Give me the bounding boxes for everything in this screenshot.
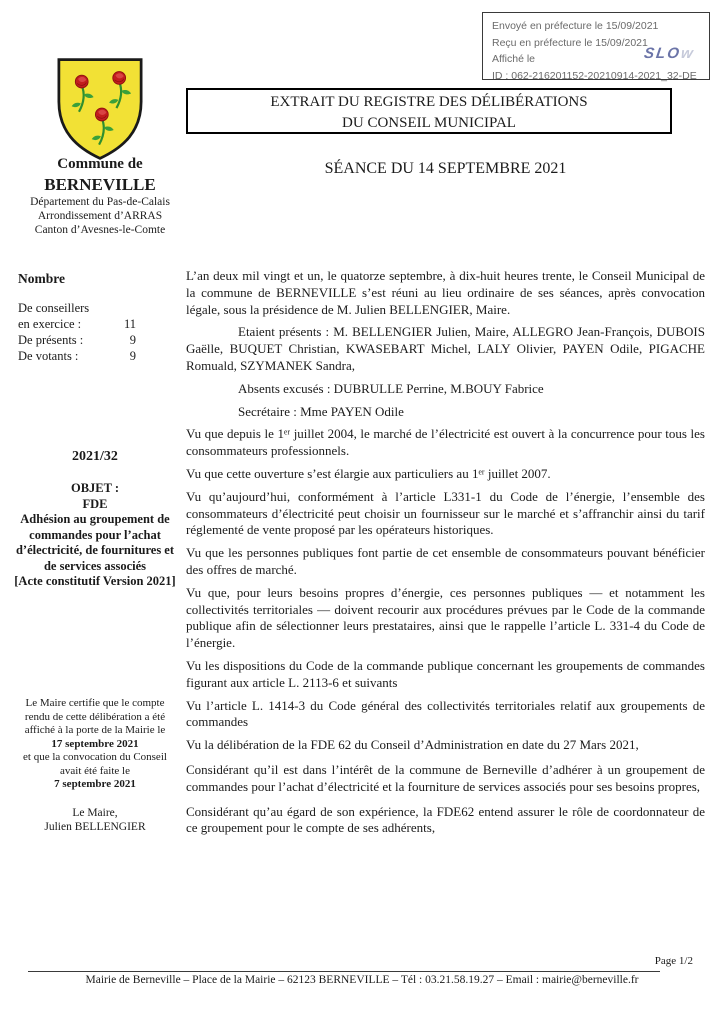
exercice-row [18, 316, 136, 332]
stamp-received-line: Reçu en préfecture le 15/09/2021 [492, 36, 648, 49]
convocation-date: 7 septembre 2021 [54, 778, 136, 790]
body-paragraph: Vu l’article L. 1414-3 du Code général des collectivités territoriales relatif aux groupements de commandes [186, 697, 705, 730]
body-paragraph: Vu que cette ouverture s’est élargie aux particuliers au 1ᵉʳ juillet 2007. [186, 465, 551, 481]
extract-title-box [186, 88, 672, 134]
certification-block [12, 697, 178, 792]
signature-name: Julien BELLENGIER [44, 821, 146, 833]
votants-label: De votants : [18, 349, 79, 363]
coat-of-arms-icon [52, 56, 148, 162]
deliberation-number: 2021/32 [72, 449, 118, 464]
seance-title: SÉANCE DU 14 SEPTEMBRE 2021 [324, 160, 567, 177]
body-paragraph: Vu que, pour leurs besoins propres d’énergie, ces personnes publiques — et notamment les collectivités territoriales — doivent recourir aux procédures prévues par le Code de la commande publique afin de sélectionner leurs prestataires, ainsi que le rappelle l’article L. 331-4 du Code de l’énergie. [186, 584, 705, 651]
page-number: Page 1/2 [654, 955, 693, 967]
presents-value: 9 [129, 333, 136, 347]
footer-rule [28, 971, 660, 972]
objet-block [12, 481, 178, 590]
presents-label: De présents : [18, 333, 84, 347]
nombre-block [18, 271, 148, 364]
arrondissement-line: Arrondissement d’ARRAS [37, 210, 163, 222]
body-paragraph: Vu la délibération de la FDE 62 du Conseil d’Administration en date du 27 Mars 2021, [186, 737, 639, 753]
mayor-signature [12, 806, 178, 834]
stamp-posted-line: Affiché le [492, 53, 535, 65]
body-paragraph: L’an deux mil vingt et un, le quatorze septembre, à dix-huit heures trente, le Conseil Municipal de la commune de BERNEVILLE s’est réuni au lieu ordinaire de ses séances, après convocation légale, sous la présidence de M. Julien BELLENGIER, Maire. [186, 268, 705, 317]
body-paragraph: Vu les dispositions du Code de la commande publique concernant les groupements de commandes figurant aux article L. 2113-6 et suivants [186, 657, 705, 690]
canton-line: Canton d’Avesnes-le-Comte [34, 224, 166, 236]
body-paragraph: Vu que les personnes publiques font partie de cet ensemble de consommateurs pouvant bénéficier des offres de marché. [186, 545, 705, 577]
objet-heading: OBJET : [70, 481, 120, 495]
commune-name: BERNEVILLE [44, 175, 156, 194]
body-paragraph: Considérant qu’au égard de son expérience, la FDE62 entend assurer le rôle de coordonnateur de ce groupement pour le compte de ses adhérents, [186, 803, 705, 836]
votants-value: 9 [129, 349, 136, 363]
commune-label: Commune de [57, 156, 143, 172]
slow-platform-logo [643, 46, 694, 63]
conseillers-label: De conseillers [18, 301, 90, 315]
body-paragraph: Considérant qu’il est dans l’intérêt de la commune de Berneville d’adhérer à un groupement de commandes pour l’achat d’électricité et la fourniture de services associés pour ses besoins propres, [186, 761, 705, 794]
body-paragraph: Etaient présents : M. BELLENGIER Julien, Maire, ALLEGRO Jean-François, DUBOIS Gaëlle, BUQUET Christian, KWASEBART Michel, LALY Olivier, PAYEN Odile, PIGACHE Romuald, SZYMANEK Sandra, [186, 324, 705, 373]
votants-row [18, 348, 136, 364]
deliberation-body [186, 268, 705, 843]
body-paragraph: Absents excusés : DUBRULLE Perrine, M.BOUY Fabrice [238, 380, 544, 396]
nombre-heading: Nombre [18, 271, 65, 286]
stamp-id-line: ID : 062-216201152-20210914-2021_32-DE [492, 69, 697, 82]
body-paragraph: Vu qu’aujourd’hui, conformément à l’article L331-1 du Code de l’énergie, l’ensemble des consommateurs d’électricité peut choisir un fournisseur sur le marché et s’affranchir ainsi du tarif réglementé de vente proposé par les opérateurs historiques. [186, 488, 705, 538]
certification-text1: Le Maire certifie que le compte rendu de cette délibération a été affiché à la porte de la Mairie le [24, 697, 166, 736]
affichage-date: 17 septembre 2021 [51, 737, 139, 750]
extract-title-line1: EXTRAIT DU REGISTRE DES DÉLIBÉRATIONS [270, 94, 588, 110]
presents-row [18, 332, 136, 348]
commune-header [5, 155, 195, 237]
body-paragraph: Secrétaire : Mme PAYEN Odile [238, 403, 404, 419]
extract-title-line2: DU CONSEIL MUNICIPAL [342, 115, 516, 131]
signature-title: Le Maire, [72, 807, 118, 819]
body-paragraph: Vu que depuis le 1ᵉʳ juillet 2004, le marché de l’électricité est ouvert à la concurrence pour tous les consommateurs professionnels. [186, 426, 705, 459]
certification-text2: et que la convocation du Conseil avait été faite le [23, 751, 167, 777]
stamp-sent-line: Envoyé en préfecture le 15/09/2021 [492, 20, 659, 32]
objet-line1: FDE [82, 496, 108, 511]
exercice-value: 11 [123, 317, 136, 331]
slow-logo-swoosh: w [680, 45, 695, 62]
slow-logo-text: SLO [643, 45, 683, 62]
departement-line: Département du Pas-de-Calais [30, 196, 170, 208]
exercice-label: en exercice : [18, 317, 82, 331]
objet-note: [Acte constitutif Version 2021] [14, 574, 176, 588]
footer-address: Mairie de Berneville – Place de la Mairie – 62123 BERNEVILLE – Tél : 03.21.58.19.27 – Email : mairie@berneville.fr [85, 974, 639, 986]
prefecture-stamp [482, 12, 710, 80]
objet-text: Adhésion au groupement de commandes pour l’achat d’électricité, de fournitures et de services associés [15, 512, 175, 573]
